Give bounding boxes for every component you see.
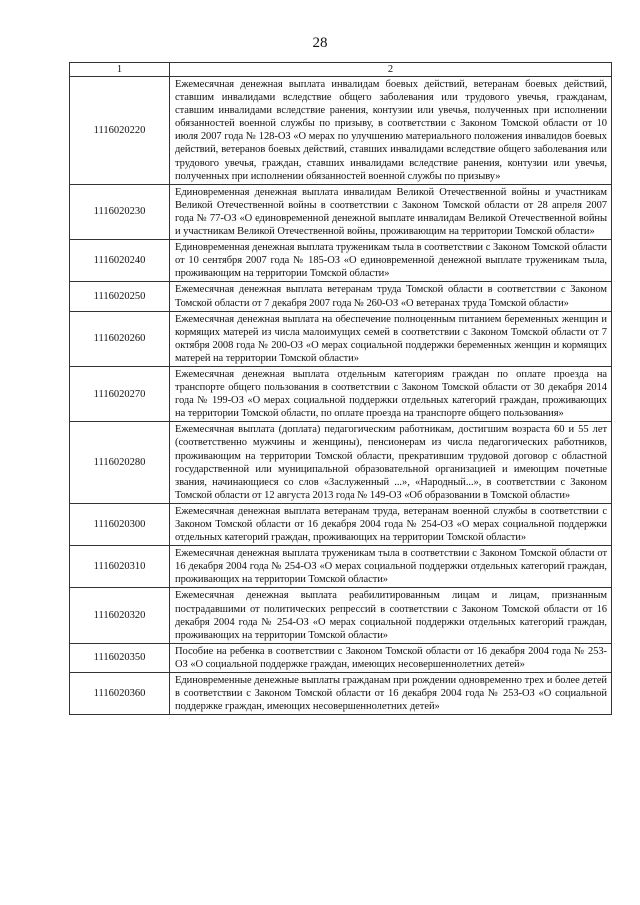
column-header-code: 1 (70, 63, 170, 77)
budget-code-cell: 1116020260 (70, 311, 170, 366)
description-cell: Ежемесячная выплата (доплата) педагогическим работникам, достигшим возраста 60 и 55 лет (соответственно мужчины и женщины), пенсионерам из числа педагогических работников, проживающим на территории Томской области, прекратившим трудовой договор с областной государственной или муниципальной образовательной организацией и имеющим почетные звания, начинающиеся со слов «Заслуженный ...», «Народный...», в соответствии с Законом Томской области от 12 августа 2013 года № 149-ОЗ «Об образовании в Томской области» (170, 422, 612, 504)
description-cell: Ежемесячная денежная выплата отдельным категориям граждан по оплате проезда на транспорте общего пользования в соответствии с Законом Томской области от 30 декабря 2014 года № 199-ОЗ «О мерах социальной поддержки отдельных категорий граждан, проживающих на территории Томской области, по оплате проезда на транспорте общего пользования» (170, 366, 612, 421)
table-row (70, 546, 612, 588)
column-header-description: 2 (170, 63, 612, 77)
budget-code-cell: 1116020270 (70, 366, 170, 421)
budget-code-cell: 1116020300 (70, 503, 170, 545)
budget-code-cell: 1116020240 (70, 240, 170, 282)
budget-code-cell: 1116020230 (70, 184, 170, 239)
page-number: 28 (312, 35, 328, 51)
description-cell: Ежемесячная денежная выплата реабилитированным лицам и лицам, признанным пострадавшими от политических репрессий в соответствии с Законом Томской области от 16 декабря 2004 года № 254-ОЗ «О мерах социальной поддержки отдельных категорий граждан, проживающих на территории Томской области» (170, 588, 612, 643)
description-cell: Пособие на ребенка в соответствии с Законом Томской области от 16 декабря 2004 года № 253-ОЗ «О социальной поддержке граждан, имеющих несовершеннолетних детей» (170, 643, 612, 672)
budget-code-cell: 1116020320 (70, 588, 170, 643)
table-row (70, 673, 612, 715)
budget-code-table (69, 62, 612, 715)
table-row (70, 240, 612, 282)
table-row (70, 643, 612, 672)
table-row (70, 422, 612, 504)
budget-code-cell: 1116020360 (70, 673, 170, 715)
description-cell: Единовременные денежные выплаты гражданам при рождении одновременно трех и более детей в соответствии с Законом Томской области от 16 декабря 2004 года № 253-ОЗ «О социальной поддержке граждан, имеющих несовершеннолетних детей» (170, 673, 612, 715)
table-header-row (70, 63, 612, 77)
description-cell: Ежемесячная денежная выплата ветеранам труда Томской области в соответствии с Законом Томской области от 7 декабря 2007 года № 260-ОЗ «О ветеранах труда Томской области» (170, 282, 612, 311)
description-cell: Ежемесячная денежная выплата труженикам тыла в соответствии с Законом Томской области от 16 декабря 2004 года № 254-ОЗ «О мерах социальной поддержки отдельных категорий граждан, проживающих на территории Томской области» (170, 546, 612, 588)
budget-code-cell: 1116020350 (70, 643, 170, 672)
description-cell: Ежемесячная денежная выплата на обеспечение полноценным питанием беременных женщин и кормящих матерей из числа малоимущих семей в соответствии с Законом Томской области от 7 октября 2008 года № 200-ОЗ «О мерах социальной поддержки беременных женщин и кормящих матерей на территории Томской области» (170, 311, 612, 366)
description-cell: Единовременная денежная выплата инвалидам Великой Отечественной войны и участникам Великой Отечественной войны в соответствии с Законом Томской области от 28 апреля 2007 года № 77-ОЗ «О единовременной денежной выплате инвалидам Великой Отечественной войны и участникам Великой Отечественной войны, проживающим на территории Томской области» (170, 184, 612, 239)
description-cell: Ежемесячная денежная выплата ветеранам труда, ветеранам военной службы в соответствии с Законом Томской области от 16 декабря 2004 года № 254-ОЗ «О мерах социальной поддержки отдельных категорий граждан, проживающих на территории Томской области» (170, 503, 612, 545)
table-row (70, 311, 612, 366)
budget-code-cell: 1116020280 (70, 422, 170, 504)
budget-code-cell: 1116020310 (70, 546, 170, 588)
table-row (70, 282, 612, 311)
table-row (70, 588, 612, 643)
table-row (70, 184, 612, 239)
description-cell: Единовременная денежная выплата труженикам тыла в соответствии с Законом Томской области от 10 сентября 2007 года № 185-ОЗ «О единовременной денежной выплате труженикам тыла, проживающим на территории Томской области» (170, 240, 612, 282)
budget-code-cell: 1116020220 (70, 77, 170, 185)
budget-code-cell: 1116020250 (70, 282, 170, 311)
table-row (70, 366, 612, 421)
table-row (70, 77, 612, 185)
description-cell: Ежемесячная денежная выплата инвалидам боевых действий, ветеранам боевых действий, ставшим инвалидами вследствие общего заболевания или трудового увечья, гражданам, ставшим инвалидами вследствие ранения, контузии или увечья, полученных при исполнении обязанностей военной службы по призыву, в соответствии с Законом Томской области от 10 июля 2007 года № 128-ОЗ «О мерах по улучшению материального положения инвалидов боевых действий, ветеранов боевых действий, ставших инвалидами вследствие общего заболевания или трудового увечья, граждан, ставших инвалидами вследствие ранения, контузии или увечья, полученных при исполнении обязанностей военной службы по призыву» (170, 77, 612, 185)
table-row (70, 503, 612, 545)
